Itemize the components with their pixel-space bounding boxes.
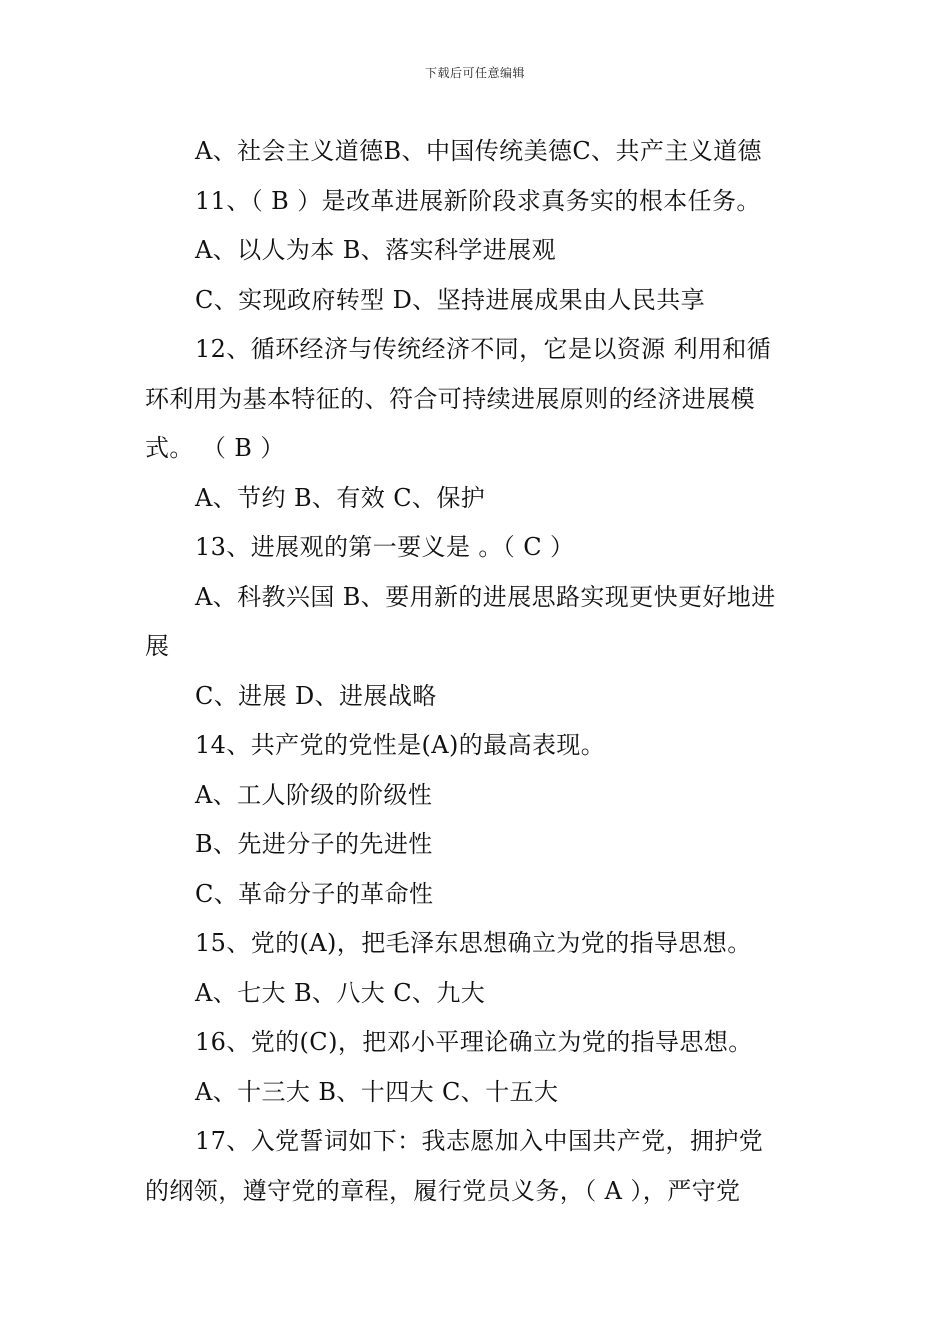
text-line: 式。 （ B ） [145, 434, 285, 462]
text-line: A、以人为本 B、落实科学进展观 [195, 236, 556, 264]
text-line: B、先进分子的先进性 [195, 830, 433, 858]
text-line: A、七大 B、八大 C、九大 [195, 978, 486, 1007]
text-line: 15、党的(A)，把毛泽东思想确立为党的指导思想。 [195, 929, 752, 957]
text-line: A、节约 B、有效 C、保护 [195, 483, 486, 512]
text-line: A、十三大 B、十四大 C、十五大 [195, 1077, 559, 1106]
text-line: A、社会主义道德B、中国传统美德C、共产主义道德 [195, 137, 762, 165]
text-line: 16、党的(C)，把邓小平理论确立为党的指导思想。 [195, 1028, 753, 1056]
text-line: 14、共产党的党性是(A)的最高表现。 [195, 731, 606, 759]
text-line: A、工人阶级的阶级性 [195, 780, 433, 809]
text-line: 13、进展观的第一要义是 。（ C ） [195, 533, 575, 561]
page-header: 下载后可任意编辑 [424, 66, 525, 80]
text-line: 的纲领，遵守党的章程，履行党员义务，（ A ），严守党 [145, 1176, 741, 1205]
text-line: C、革命分子的革命性 [195, 879, 434, 908]
text-line: A、科教兴国 B、要用新的进展思路实现更快更好地进 [195, 582, 776, 611]
text-line: 12、循环经济与传统经济不同，它是以资源 利用和循 [195, 335, 772, 363]
text-line: C、实现政府转型 D、坚持进展成果由人民共享 [195, 285, 706, 314]
text-line: 展 [145, 632, 170, 660]
text-line: C、进展 D、进展战略 [195, 681, 437, 710]
document-body [145, 127, 810, 1216]
text-line: 17、入党誓词如下：我志愿加入中国共产党，拥护党 [195, 1127, 764, 1155]
text-line: 11、（ B ）是改革进展新阶段求真务实的根本任务。 [195, 186, 761, 215]
text-line: 环利用为基本特征的、符合可持续进展原则的经济进展模 [145, 384, 755, 413]
